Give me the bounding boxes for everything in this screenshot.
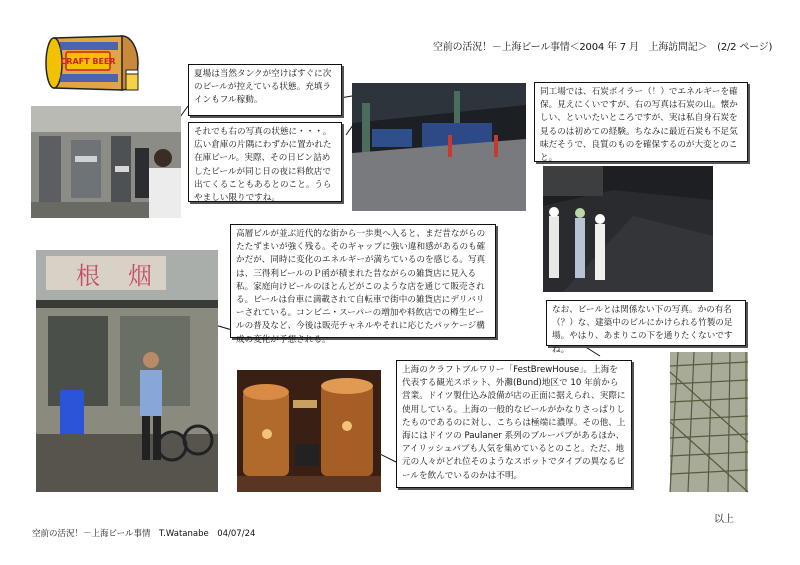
callout-bamboo-scaffold: なお、ビールとは関係ない下の写真。かの有名（？）な、建築中のビルにかけられる竹製の足場。やはり、あまりこの下を通りたくないですね。: [546, 300, 746, 346]
callout-tank-status: 夏場は当然タンクが空けばすぐに次のビールが控えている状態。充填ラインもフル稼動。: [188, 64, 342, 116]
logo-lettering: CRAFT BEER: [60, 57, 116, 66]
end-marker: 以上: [714, 514, 734, 525]
callout-coal-boiler: 同工場では、石炭ボイラー（！）でエネルギーを確保。見えにくいですが、右の写真は石炭の山。懐かしい、といいたいところですが、実は私自身石炭を見るのは初めての経験。ちなみに最近石炭も不足気味だそうで、良質のものを確保するのが大変とのこと。: [534, 82, 748, 162]
photo-warehouse: [352, 83, 526, 211]
photo-street-shop: [36, 250, 218, 492]
page-title: 空前の活況！－上海ビール事情＜2004 年 7 月 上海訪問記＞ (2/2 ページ): [433, 42, 773, 53]
photo-bottling-line: [31, 106, 181, 218]
photo-brewpub: [237, 370, 381, 492]
photo-coal-pile: [543, 166, 713, 292]
callout-warehouse-stock: それでも右の写真の状態に・・・。広い倉庫の片隅にわずかに置かれた在庫ビール。実際、その日ビン詰めしたビールが同じ日の夜に料飲店で出てくることもあるとのこと。うらやましい限りですね。: [188, 122, 342, 202]
callout-street-shop: 高層ビルが並ぶ近代的な街から一歩奥へ入ると、まだ昔ながらのたたずまいが強く残る。そのギャップに強い違和感があるのも確かだが、同時に変化のエネルギーが満ちているのを感じる。写真は、三得利ビールのＰ函が積まれた昔ながらの雑貨店に見入る私。家庭向けビールのほとんどがこのような店を通じて販売される。ビールは台車に満載されて自転車で街中の雑貨店にデリバリーされている。コンビニ・スーパーの増加や料飲店での樽生ビールの普及など、今後は販売チャネルやそれに応じたパッケージ構成の変化が予想される。: [230, 224, 496, 338]
callout-brewpub: 上海のクラフトブルワリー「FestBrewHouse」。上海を代表する観光スポット、外灘(Bund)地区で 10 年前から営業。ドイツ製仕込み設備が店の正面に据えられ、実際に使用している。上海の一般的なビールがかなりさっぱりしたものであるのに対し、こちらは極端に濃厚。その他、上海にはドイツの Paulaner 系列のブルーパブがあるほか、アイリッシュパブも人気を集めているとのこと。ただ、地元の人々がどれ位そのようなスポットでタイプの異なるビールを飲んでいるのかは不明。: [396, 360, 632, 488]
svg-text:根: 根: [76, 262, 100, 290]
svg-text:烟: 烟: [128, 262, 152, 290]
photo-bamboo-scaffold: [670, 352, 748, 492]
footer-caption: 空前の活況！－上海ビール事情 T.Watanabe 04/07/24: [32, 529, 256, 539]
